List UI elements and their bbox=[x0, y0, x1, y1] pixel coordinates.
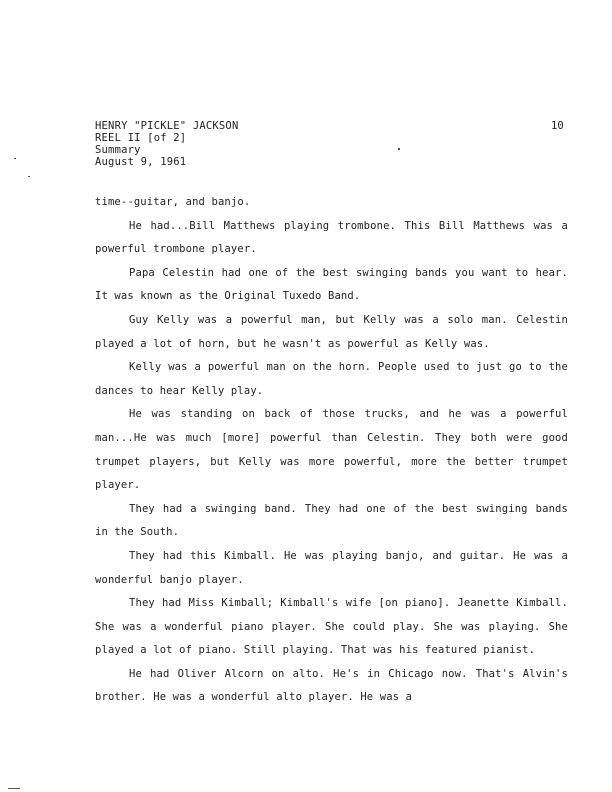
transcript-body bbox=[95, 191, 568, 710]
paragraph: Kelly was a powerful man on the horn. People used to just go to the dances to hear Kelly play. bbox=[95, 361, 568, 397]
paragraph: He was standing on back of those trucks, and he was a powerful man...He was much [more] powerful than Celestin. They both were good trumpet players, but Kelly was more powerful, more the better trumpet player. bbox=[95, 408, 568, 492]
paragraph: Guy Kelly was a powerful man, but Kelly was a solo man. Celestin played a lot of horn, but he wasn't as powerful as Kelly was. bbox=[95, 313, 568, 350]
paragraph: He had...Bill Matthews playing trombone. This Bill Matthews was a powerful trombone player. bbox=[95, 219, 568, 256]
scan-speck bbox=[398, 148, 400, 150]
document-header bbox=[95, 120, 515, 168]
interviewee-name: HENRY "PICKLE" JACKSON bbox=[95, 120, 239, 132]
page-number: 10 bbox=[551, 120, 564, 132]
scan-speck bbox=[8, 788, 20, 789]
reel-label: REEL II [of 2] bbox=[95, 132, 187, 144]
paragraph: They had Miss Kimball; Kimball's wife [on piano]. Jeanette Kimball. She was a wonderful piano player. She could play. She was playing. She played a lot of piano. Still playing. That was his featured pianist. bbox=[95, 597, 568, 657]
paragraph: They had a swinging band. They had one of the best swinging bands in the South. bbox=[95, 502, 568, 539]
scan-speck bbox=[28, 176, 30, 177]
scan-speck bbox=[14, 158, 16, 159]
document-type: Summary bbox=[95, 144, 141, 156]
paragraph: They had this Kimball. He was playing banjo, and guitar. He was a wonderful banjo player. bbox=[95, 549, 568, 586]
interview-date: August 9, 1961 bbox=[95, 156, 187, 168]
paragraph: He had Oliver Alcorn on alto. He's in Chicago now. That's Alvin's brother. He was a wonderful alto player. He was a bbox=[95, 667, 568, 704]
paragraph: Papa Celestin had one of the best swinging bands you want to hear. It was known as the Original Tuxedo Band. bbox=[95, 266, 568, 303]
paragraph: time--guitar, and banjo. bbox=[95, 196, 251, 208]
